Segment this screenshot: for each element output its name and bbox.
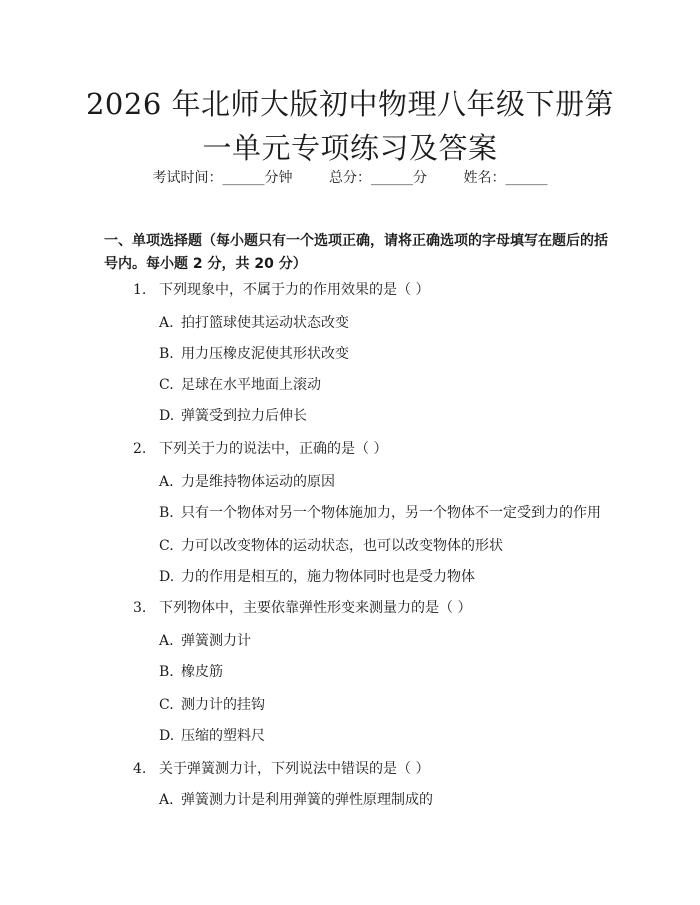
question-text: 关于弹簧测力计，下列说法中错误的是（ ） [159,761,430,777]
option-letter: A. [159,792,174,808]
total-score-blank: ______ [371,170,413,186]
option-letter: A. [159,633,174,649]
total-score-field [329,168,427,188]
total-score-label: 总分： [329,170,371,186]
option-text: 足球在水平地面上滚动 [181,377,321,393]
question-number: 3. [133,600,147,616]
option-text: 橡皮筋 [181,664,223,680]
exam-time-label: 考试时间： [152,170,223,186]
exam-time-field [153,168,293,188]
student-name-label: 姓名： [463,170,506,186]
option-letter: D. [159,728,175,744]
option-text: 弹簧受到拉力后伸长 [181,408,307,424]
option-letter: B. [159,505,174,521]
option-letter: C. [159,377,174,393]
exam-meta-line [0,168,700,188]
option-letter: D. [159,408,175,424]
option-letter: A. [159,315,174,331]
question-number: 1. [133,282,147,298]
question-number: 2. [133,441,147,457]
question-number: 4. [133,761,147,777]
question-text: 下列现象中，不属于力的作用效果的是（ ） [159,282,430,298]
option-letter: C. [159,538,174,554]
exam-time-blank: ______ [222,170,265,186]
student-name-blank: ______ [505,170,548,186]
option-letter: D. [159,569,175,585]
document-title: 2026 年北师大版初中物理八年级下册第一单元专项练习及答案 [85,87,615,165]
option-text: 拍打篮球使其运动状态改变 [181,315,349,331]
section-heading: 一、单项选择题（每小题只有一个选项正确，请将正确选项的字母填写在题后的括号内。每小题 2 分，共 20 分） [104,233,608,272]
option-letter: C. [159,697,174,713]
option-text: 力是维持物体运动的原因 [181,474,335,490]
option-text: 测力计的挂钩 [181,697,265,713]
option-text: 弹簧测力计是利用弹簧的弹性原理制成的 [181,792,433,808]
option-text: 用力压橡皮泥使其形状改变 [181,346,349,362]
question-text: 下列关于力的说法中，正确的是（ ） [159,441,388,457]
option-letter: B. [159,664,174,680]
option-text: 力可以改变物体的运动状态，也可以改变物体的形状 [181,538,503,554]
option-letter: B. [159,346,174,362]
total-score-unit: 分 [413,170,427,186]
question-text: 下列物体中，主要依靠弹性形变来测量力的是（ ） [159,600,472,616]
student-name-field [463,168,547,188]
option-text: 弹簧测力计 [181,633,251,649]
option-text: 力的作用是相互的，施力物体同时也是受力物体 [181,569,475,585]
option-letter: A. [159,474,174,490]
option-text: 只有一个物体对另一个物体施加力，另一个物体不一定受到力的作用 [181,505,601,521]
option-text: 压缩的塑料尺 [181,728,265,744]
exam-time-unit: 分钟 [264,170,293,186]
